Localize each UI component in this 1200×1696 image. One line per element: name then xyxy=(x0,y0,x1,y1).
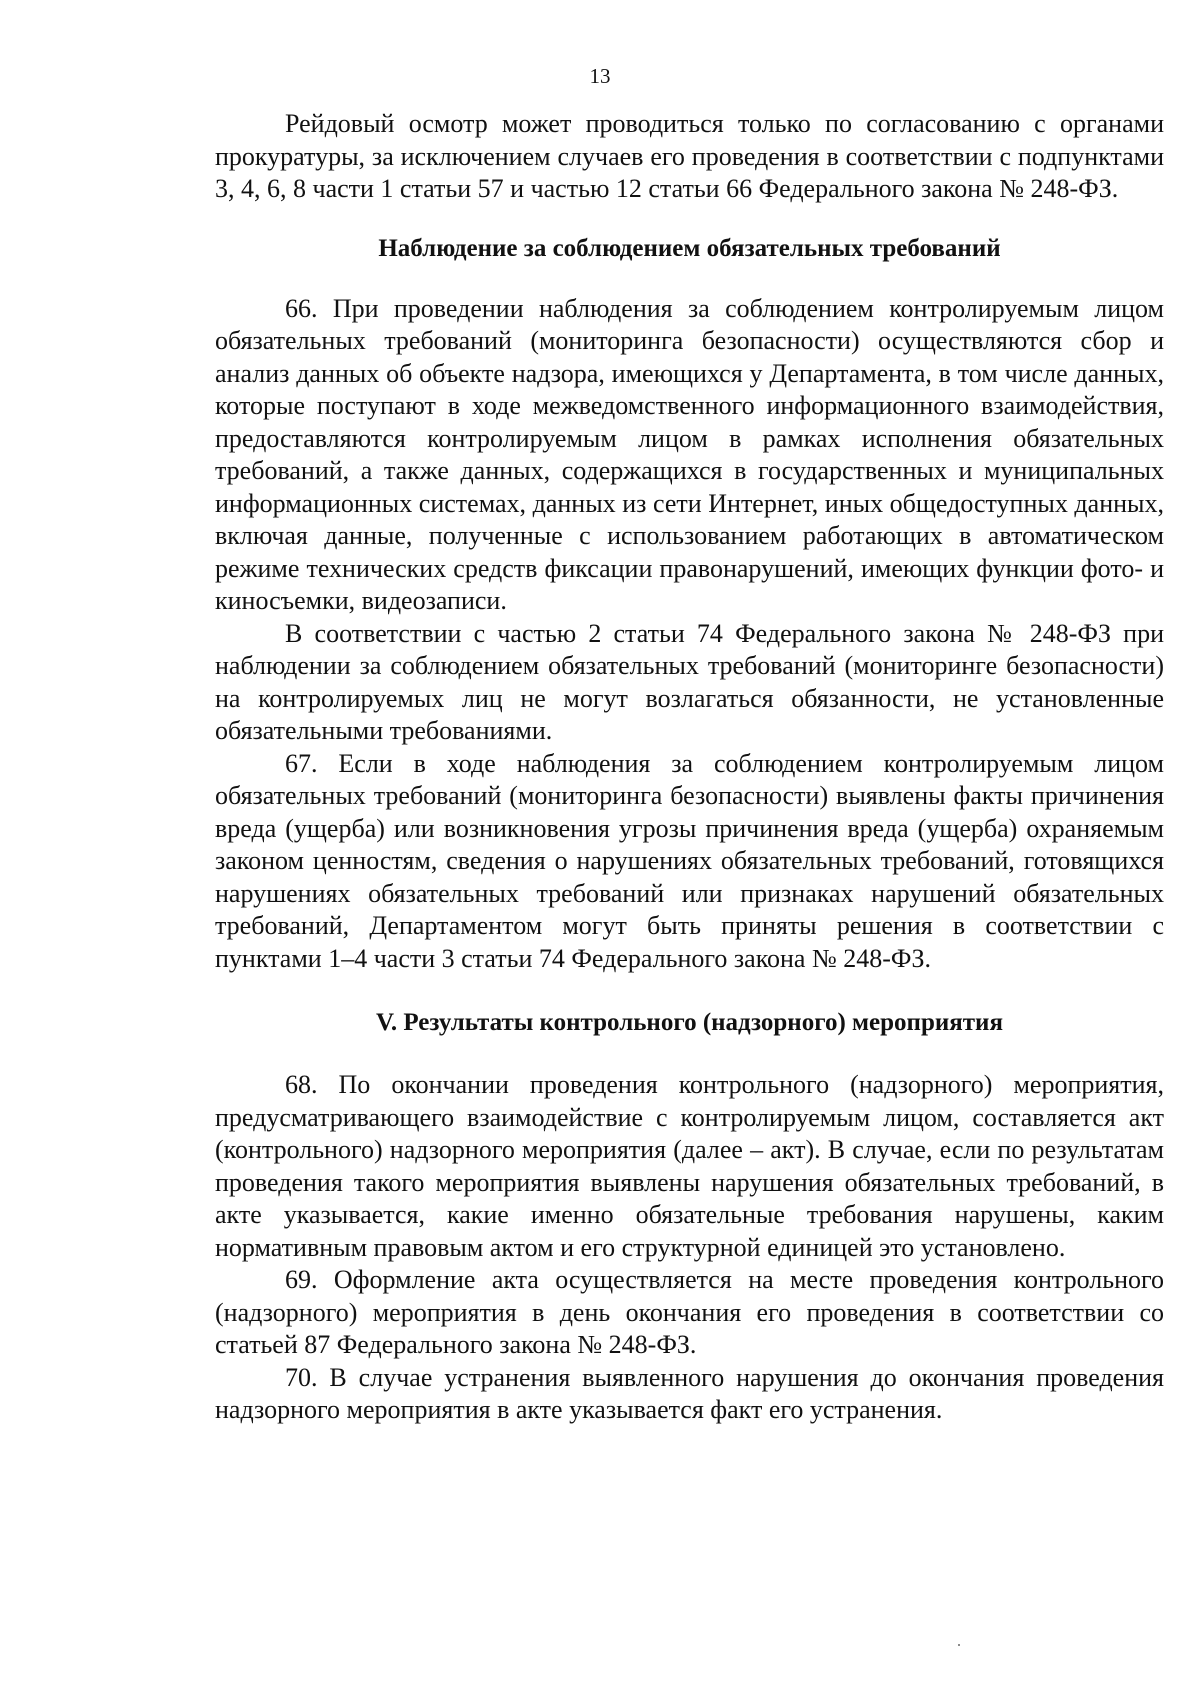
section-heading-observation: Наблюдение за соблюдением обязательных требований xyxy=(378,234,1001,262)
page-number: 13 xyxy=(589,64,611,88)
paragraph-68: 68. По окончании проведения контрольного (надзорного) мероприятия, предусматривающего взаимодействие с контролируемым лицом, составляется акт (контрольного) надзорного мероприятия (далее – акт). В случае, если по результатам проведения такого мероприятия выявлены нарушения обязательных требований, в акте указывается, какие именно обязательные требования нарушены, каким нормативным правовым актом и его структурной единицей это установлено. xyxy=(215,1070,1164,1262)
paragraph-66-continued: В соответствии с частью 2 статьи 74 Федерального закона № 248-ФЗ при наблюдении за соблюдением обязательных требований (мониторинге безопасности) на контролируемых лиц не могут возлагаться обязанности, не установленные обязательными требованиями. xyxy=(215,618,1164,745)
paragraph-69: 69. Оформление акта осуществляется на месте проведения контрольного (надзорного) мероприятия в день окончания его проведения в соответствии со статьей 87 Федерального закона № 248-ФЗ. xyxy=(215,1265,1164,1359)
scan-speck xyxy=(958,1644,960,1646)
document-body xyxy=(215,108,1164,1427)
paragraph-67: 67. Если в ходе наблюдения за соблюдением контролируемым лицом обязательных требований (мониторинга безопасности) выявлены факты причинения вреда (ущерба) или возникновения угрозы причинения вреда (ущерба) охраняемым законом ценностям, сведения о нарушениях обязательных требований, готовящихся нарушениях обязательных требований или признаках нарушений обязательных требований, Департаментом могут быть приняты решения в соответствии с пунктами 1–4 части 3 статьи 74 Федерального закона № 248-ФЗ. xyxy=(215,748,1164,973)
section-heading-results: V. Результаты контрольного (надзорного) мероприятия xyxy=(376,1009,1003,1036)
paragraph-70: 70. В случае устранения выявленного нарушения до окончания проведения надзорного мероприятия в акте указывается факт его устранения. xyxy=(215,1362,1164,1424)
paragraph-66: 66. При проведении наблюдения за соблюдением контролируемым лицом обязательных требований (мониторинга безопасности) осуществляются сбор и анализ данных об объекте надзора, имеющихся у Департамента, в том числе данных, которые поступают в ходе межведомственного информационного взаимодействия, предоставляются контролируемым лицом в рамках исполнения обязательных требований, а также данных, содержащихся в государственных и муниципальных информационных системах, данных из сети Интернет, иных общедоступных данных, включая данные, полученные с использованием работающих в автоматическом режиме технических средств фиксации правонарушений, имеющих функции фото- и киносъемки, видеозаписи. xyxy=(215,293,1164,615)
paragraph-raid-inspection: Рейдовый осмотр может проводиться только по согласованию с органами прокуратуры, за исключением случаев его проведения в соответствии с подпунктами 3, 4, 6, 8 части 1 статьи 57 и частью 12 статьи 66 Федерального закона № 248-ФЗ. xyxy=(215,109,1164,203)
